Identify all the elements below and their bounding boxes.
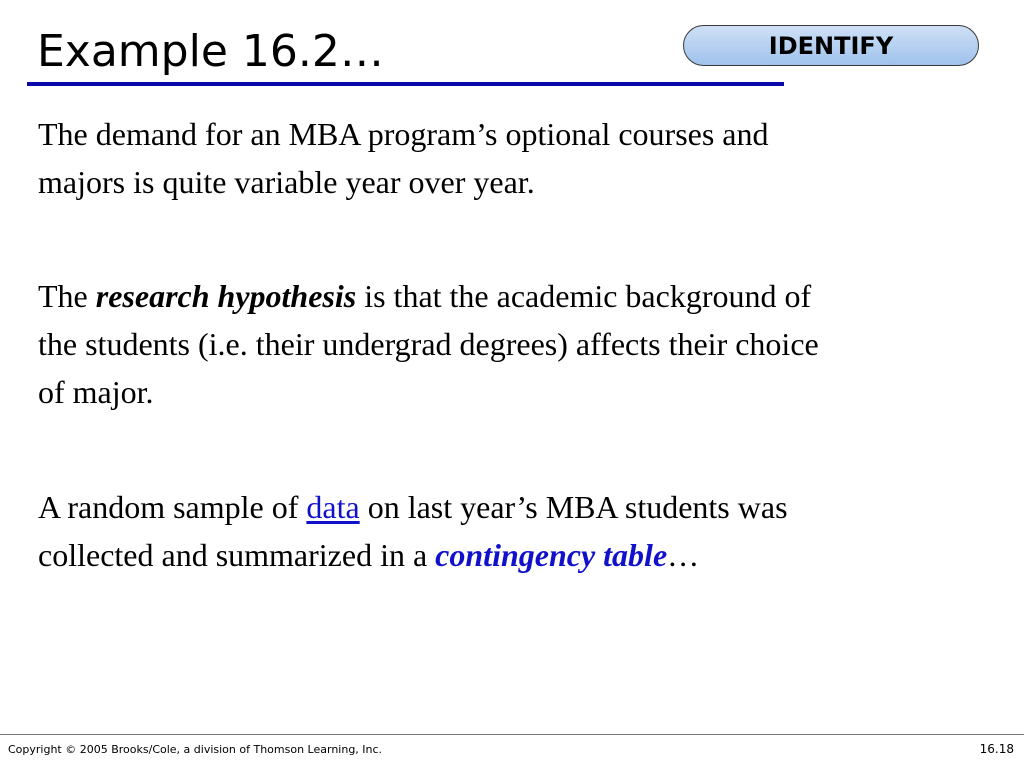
research-hypothesis-term: research hypothesis <box>95 278 357 314</box>
contingency-table-term: contingency table <box>435 537 668 573</box>
paragraph-demand <box>38 110 1018 206</box>
paragraph-hypothesis-line-1-rest: is that the academic background of <box>356 278 812 314</box>
paragraph-hypothesis <box>38 272 1018 416</box>
paragraph-hypothesis-line-2: the students (i.e. their undergrad degrees) affects their choice <box>38 326 819 362</box>
slide-title: Example 16.2… <box>37 26 384 77</box>
paragraph-sample-ellipsis: … <box>667 537 700 573</box>
footer-divider <box>0 734 1024 735</box>
footer-copyright: Copyright © 2005 Brooks/Cole, a division of Thomson Learning, Inc. <box>8 743 383 756</box>
paragraph-sample-intro: A random sample of <box>38 489 307 525</box>
paragraph-hypothesis-intro: The <box>38 278 96 314</box>
paragraph-sample-line-2-start: collected and summarized in a <box>38 537 436 573</box>
paragraph-demand-line-1: The demand for an MBA program’s optional courses and <box>38 116 769 152</box>
identify-badge: IDENTIFY <box>683 25 979 66</box>
paragraph-sample-line-1-rest: on last year’s MBA students was <box>359 489 788 525</box>
paragraph-hypothesis-line-3: of major. <box>38 374 154 410</box>
slide-number: 16.18 <box>979 742 1014 756</box>
data-link[interactable]: data <box>306 489 360 525</box>
title-underline <box>27 82 784 86</box>
paragraph-sample <box>38 483 1018 579</box>
paragraph-demand-line-2: majors is quite variable year over year. <box>38 164 535 200</box>
